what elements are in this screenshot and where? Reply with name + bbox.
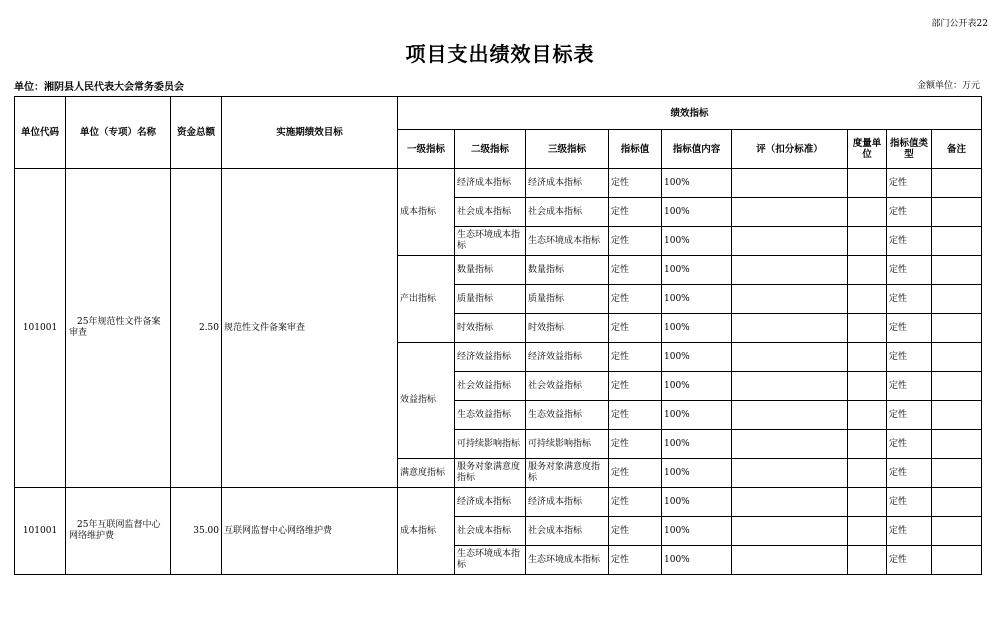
type-cell: 定性 — [887, 546, 932, 575]
level3-cell: 社会效益指标 — [526, 372, 609, 401]
level3-cell: 经济效益指标 — [526, 343, 609, 372]
type-cell: 定性 — [887, 430, 932, 459]
level2-cell: 社会成本指标 — [455, 198, 526, 227]
table-body — [15, 169, 982, 575]
level1-cell: 产出指标 — [398, 256, 455, 343]
eval-cell — [732, 430, 848, 459]
level3-cell: 社会成本指标 — [526, 517, 609, 546]
content-cell: 100% — [662, 517, 732, 546]
note-cell — [932, 227, 982, 256]
amount-cell: 2.50 — [171, 169, 222, 488]
value-cell: 定性 — [609, 546, 662, 575]
eval-cell — [732, 401, 848, 430]
eval-cell — [732, 198, 848, 227]
type-cell: 定性 — [887, 459, 932, 488]
type-cell: 定性 — [887, 256, 932, 285]
header-type: 指标值类型 — [887, 130, 932, 169]
header-note: 备注 — [932, 130, 982, 169]
value-cell: 定性 — [609, 401, 662, 430]
level2-cell: 数量指标 — [455, 256, 526, 285]
measure-cell — [848, 488, 887, 517]
form-number: 部门公开表22 — [931, 19, 988, 29]
note-cell — [932, 459, 982, 488]
note-cell — [932, 256, 982, 285]
table-row — [15, 169, 982, 198]
performance-table — [14, 96, 982, 575]
header-perf: 绩效指标 — [398, 97, 982, 130]
value-cell: 定性 — [609, 314, 662, 343]
value-cell: 定性 — [609, 169, 662, 198]
content-cell: 100% — [662, 430, 732, 459]
level3-cell: 生态环境成本指标 — [526, 227, 609, 256]
measure-cell — [848, 546, 887, 575]
goal-cell: 互联网监督中心网络维护费 — [222, 488, 398, 575]
header-project: 单位（专项）名称 — [66, 97, 171, 169]
note-cell — [932, 546, 982, 575]
eval-cell — [732, 546, 848, 575]
eval-cell — [732, 169, 848, 198]
measure-cell — [848, 198, 887, 227]
project-name-cell: 25年互联网监督中心网络维护费 — [66, 488, 171, 575]
level2-cell: 时效指标 — [455, 314, 526, 343]
level3-cell: 数量指标 — [526, 256, 609, 285]
content-cell: 100% — [662, 198, 732, 227]
level3-cell: 生态环境成本指标 — [526, 546, 609, 575]
value-cell: 定性 — [609, 372, 662, 401]
note-cell — [932, 198, 982, 227]
type-cell: 定性 — [887, 169, 932, 198]
measure-cell — [848, 459, 887, 488]
type-cell: 定性 — [887, 198, 932, 227]
content-cell: 100% — [662, 372, 732, 401]
level3-cell: 服务对象满意度指标 — [526, 459, 609, 488]
level3-cell: 经济成本指标 — [526, 169, 609, 198]
note-cell — [932, 401, 982, 430]
value-cell: 定性 — [609, 285, 662, 314]
level2-cell: 可持续影响指标 — [455, 430, 526, 459]
level2-cell: 质量指标 — [455, 285, 526, 314]
value-cell: 定性 — [609, 459, 662, 488]
note-cell — [932, 285, 982, 314]
unit-code-cell: 101001 — [15, 169, 66, 488]
header-level3: 三级指标 — [526, 130, 609, 169]
content-cell: 100% — [662, 314, 732, 343]
amount-cell: 35.00 — [171, 488, 222, 575]
type-cell: 定性 — [887, 401, 932, 430]
measure-cell — [848, 372, 887, 401]
level2-cell: 经济效益指标 — [455, 343, 526, 372]
note-cell — [932, 488, 982, 517]
level2-cell: 经济成本指标 — [455, 488, 526, 517]
eval-cell — [732, 459, 848, 488]
money-unit-label: 金额单位：万元 — [916, 81, 980, 91]
value-cell: 定性 — [609, 517, 662, 546]
type-cell: 定性 — [887, 314, 932, 343]
level3-cell: 生态效益指标 — [526, 401, 609, 430]
unit-label: 单位：湘阴县人民代表大会常务委员会 — [14, 82, 184, 93]
level2-cell: 服务对象满意度指标 — [455, 459, 526, 488]
measure-cell — [848, 430, 887, 459]
header-goal: 实施期绩效目标 — [222, 97, 398, 169]
level1-cell: 成本指标 — [398, 488, 455, 575]
eval-cell — [732, 314, 848, 343]
value-cell: 定性 — [609, 256, 662, 285]
eval-cell — [732, 343, 848, 372]
table-row — [15, 488, 982, 517]
header-eval: 评（扣分标准） — [732, 130, 848, 169]
level2-cell: 经济成本指标 — [455, 169, 526, 198]
note-cell — [932, 372, 982, 401]
level1-cell: 满意度指标 — [398, 459, 455, 488]
value-cell: 定性 — [609, 343, 662, 372]
value-cell: 定性 — [609, 430, 662, 459]
eval-cell — [732, 488, 848, 517]
measure-cell — [848, 256, 887, 285]
level2-cell: 社会效益指标 — [455, 372, 526, 401]
measure-cell — [848, 169, 887, 198]
goal-cell: 规范性文件备案审查 — [222, 169, 398, 488]
level2-cell: 生态环境成本指标 — [455, 546, 526, 575]
eval-cell — [732, 227, 848, 256]
level3-cell: 可持续影响指标 — [526, 430, 609, 459]
unit-code-cell: 101001 — [15, 488, 66, 575]
level1-cell: 成本指标 — [398, 169, 455, 256]
measure-cell — [848, 227, 887, 256]
header-row-1 — [15, 97, 982, 130]
header-level1: 一级指标 — [398, 130, 455, 169]
content-cell: 100% — [662, 256, 732, 285]
header-total: 资金总额 — [171, 97, 222, 169]
content-cell: 100% — [662, 546, 732, 575]
header-value: 指标值 — [609, 130, 662, 169]
level3-cell: 质量指标 — [526, 285, 609, 314]
note-cell — [932, 430, 982, 459]
type-cell: 定性 — [887, 343, 932, 372]
level3-cell: 时效指标 — [526, 314, 609, 343]
header-level2: 二级指标 — [455, 130, 526, 169]
content-cell: 100% — [662, 401, 732, 430]
level3-cell: 社会成本指标 — [526, 198, 609, 227]
content-cell: 100% — [662, 343, 732, 372]
type-cell: 定性 — [887, 372, 932, 401]
note-cell — [932, 314, 982, 343]
level2-cell: 生态环境成本指标 — [455, 227, 526, 256]
measure-cell — [848, 517, 887, 546]
measure-cell — [848, 285, 887, 314]
value-cell: 定性 — [609, 198, 662, 227]
type-cell: 定性 — [887, 488, 932, 517]
note-cell — [932, 343, 982, 372]
header-content: 指标值内容 — [662, 130, 732, 169]
content-cell: 100% — [662, 169, 732, 198]
value-cell: 定性 — [609, 488, 662, 517]
type-cell: 定性 — [887, 227, 932, 256]
level2-cell: 社会成本指标 — [455, 517, 526, 546]
project-name-cell: 25年规范性文件备案审查 — [66, 169, 171, 488]
type-cell: 定性 — [887, 517, 932, 546]
content-cell: 100% — [662, 227, 732, 256]
page-title: 项目支出绩效目标表 — [405, 42, 595, 66]
value-cell: 定性 — [609, 227, 662, 256]
eval-cell — [732, 285, 848, 314]
level3-cell: 经济成本指标 — [526, 488, 609, 517]
eval-cell — [732, 517, 848, 546]
eval-cell — [732, 256, 848, 285]
level1-cell: 效益指标 — [398, 343, 455, 459]
content-cell: 100% — [662, 285, 732, 314]
measure-cell — [848, 343, 887, 372]
level2-cell: 生态效益指标 — [455, 401, 526, 430]
note-cell — [932, 517, 982, 546]
measure-cell — [848, 314, 887, 343]
header-measure: 度量单位 — [848, 130, 887, 169]
header-code: 单位代码 — [15, 97, 66, 169]
content-cell: 100% — [662, 459, 732, 488]
measure-cell — [848, 401, 887, 430]
content-cell: 100% — [662, 488, 732, 517]
note-cell — [932, 169, 982, 198]
eval-cell — [732, 372, 848, 401]
type-cell: 定性 — [887, 285, 932, 314]
